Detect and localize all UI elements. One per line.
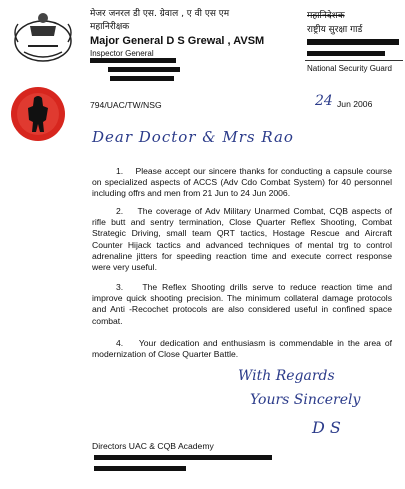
salutation-handwritten: Dear Doctor & Mrs Rao [92,128,294,146]
redacted-line [94,455,272,460]
closing-yours-handwritten: Yours Sincerely [250,392,361,408]
hindi-designation: महानिरीक्षक [90,22,130,32]
nsg-emblem-logo [10,8,76,66]
signature-handwritten: D S [312,418,341,437]
struck-hindi-designation: महानिदेशक [307,11,345,21]
divider [305,60,403,61]
org-name: National Security Guard [307,64,392,73]
hindi-title: मेजर जनरल डी एस. ग्रेवाल , ए वी एस एम [90,9,230,19]
paragraph-2 [92,206,392,273]
closing-regards-handwritten: With Regards [238,368,335,384]
paragraph-number: 4. [116,338,124,348]
paragraph-text: The coverage of Adv Military Unarmed Combat, CQB aspects of rifle butt and sentry termination, Close Quarter Reflex Shooting, Combat Strategic Driving, small team QRT tactics, Hostage Rescue and Aircraft Counter Hijack tactics and advanced techniques of mental trg to control adrenaline jitters for speeding reaction time and execute correct response were very useful. [92,206,392,273]
paragraph-3 [92,282,392,327]
paragraph-text: The Reflex Shooting drills serve to reduce reaction time and improve quick shooting precision. The minimum collateral damage protocols and Anti -Recochet protocols are also considered useful in confined space combat. [92,282,392,326]
nsg-red-emblem-logo [10,86,66,142]
paragraph-1 [92,166,392,200]
redacted-line [108,67,180,72]
redacted-line [307,39,399,45]
hindi-org-name: राष्ट्रीय सुरक्षा गार्ड [307,25,363,35]
date-month-year: Jun 2006 [337,99,373,109]
recipient-line: Directors UAC & CQB Academy [92,441,214,451]
paragraph-text: Your dedication and enthusiasm is commendable in the area of modernization of Close Quarter Battle. [92,338,392,360]
officer-name: Major General D S Grewal , AVSM [90,35,265,47]
redacted-line [307,51,385,56]
paragraph-4 [92,338,392,360]
redacted-line [94,466,186,471]
paragraph-number: 2. [116,206,124,216]
paragraph-number: 3. [116,282,124,292]
paragraph-number: 1. [116,166,124,176]
date-day-handwritten: 24 [315,93,333,109]
reference-number: 794/UAC/TW/NSG [90,100,162,110]
paragraph-text: Please accept our sincere thanks for conducting a capsule course on specialized aspects of ACCS (Adv Cdo Combat System) for 40 personnel including offrs and men from 21 Jun to 24 Jun 2006. [92,166,392,199]
officer-designation: Inspector General [90,49,154,58]
redacted-line [110,76,174,81]
redacted-line [90,58,176,63]
